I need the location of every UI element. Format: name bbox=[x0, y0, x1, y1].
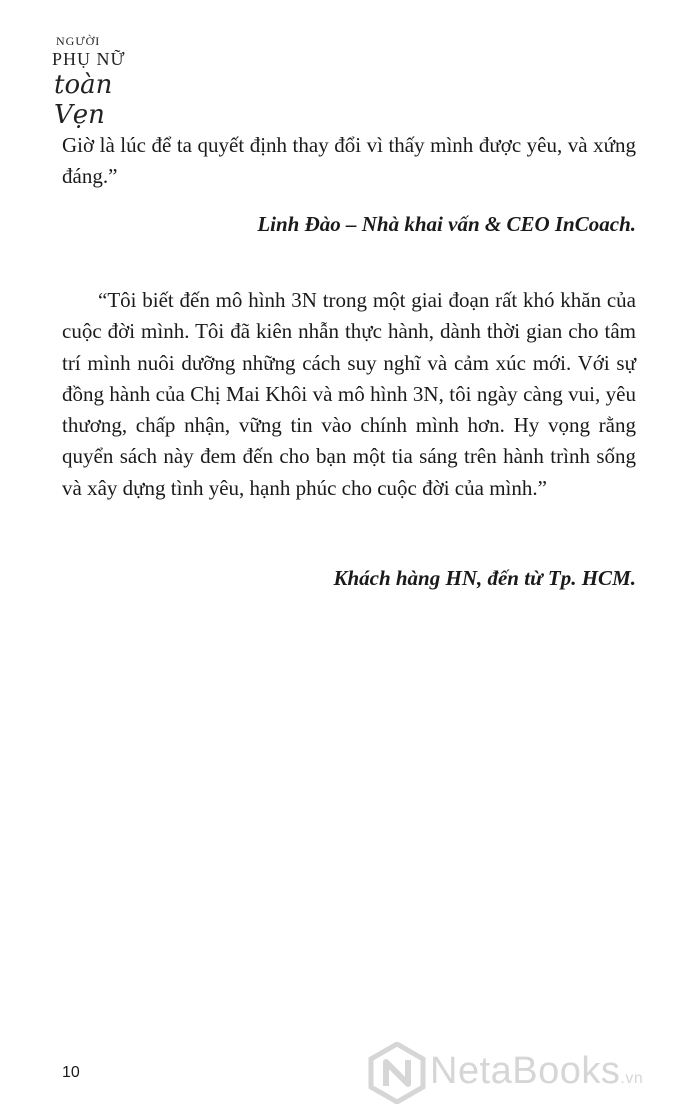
netabooks-logo-icon bbox=[368, 1042, 426, 1104]
quote-1-block bbox=[62, 130, 636, 193]
page-number: 10 bbox=[62, 1064, 80, 1081]
logo-line-1: NGƯỜI bbox=[56, 34, 101, 48]
watermark bbox=[368, 1038, 688, 1108]
book-title-logo bbox=[40, 34, 150, 130]
quote-1-text: Giờ là lúc để ta quyết định thay đổi vì thấy mình được yêu, và xứng đáng.” bbox=[62, 133, 636, 189]
quote-2-text: “Tôi biết đến mô hình 3N trong một giai đoạn rất khó khăn của cuộc đời mình. Tôi đã kiên nhẫn thực hành, dành thời gian cho tâm trí mình nuôi dưỡng những cách suy nghĩ và cảm xúc mới. Với sự đồng hành của Chị Mai Khôi và mô hình 3N, tôi ngày càng vui, yêu thương, chấp nhận, vững tin vào chính mình hơn. Hy vọng rằng quyển sách này đem đến cho bạn một tia sáng trên hành trình sống và xây dựng tình yêu, hạnh phúc cho cuộc đời của mình.” bbox=[62, 288, 636, 500]
watermark-suffix: .vn bbox=[620, 1070, 644, 1087]
quote-1-attribution: Linh Đào – Nhà khai vấn & CEO InCoach. bbox=[257, 212, 636, 236]
watermark-text bbox=[430, 1050, 643, 1093]
logo-line-2: PHỤ NỮ bbox=[52, 49, 126, 69]
quote-2-attribution: Khách hàng HN, đến từ Tp. HCM. bbox=[333, 566, 636, 590]
watermark-brand: NetaBooks bbox=[430, 1050, 621, 1092]
logo-line-3: toàn Vẹn bbox=[54, 70, 113, 130]
quote-2-block bbox=[62, 285, 636, 504]
